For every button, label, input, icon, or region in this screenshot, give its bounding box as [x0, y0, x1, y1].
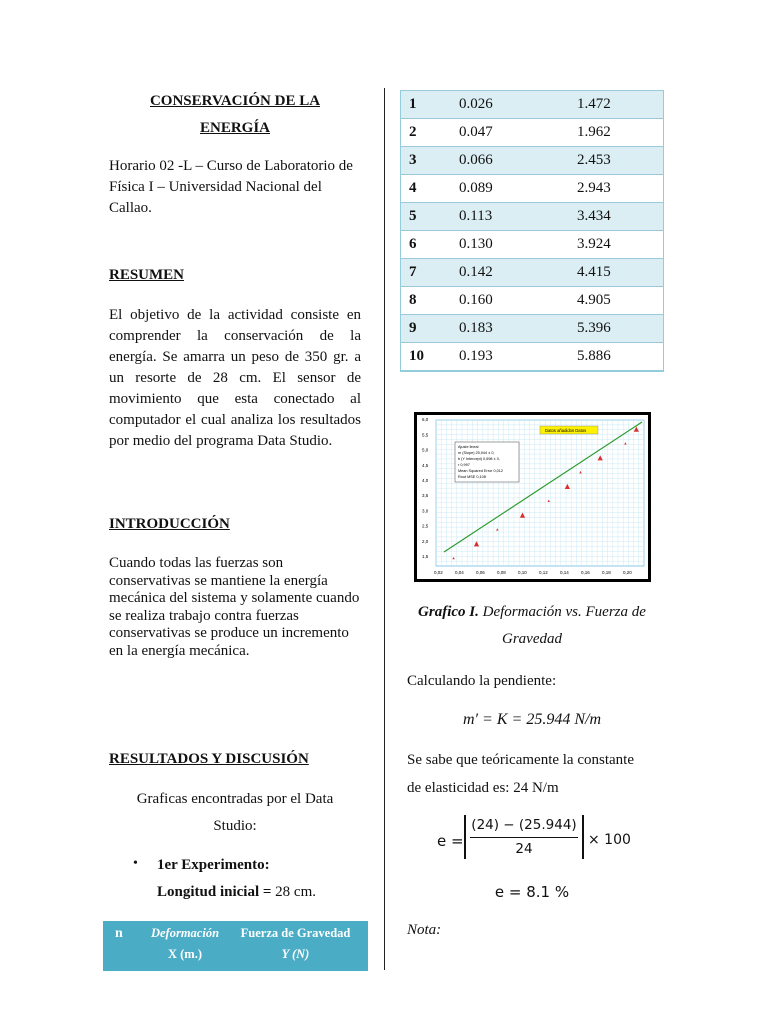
graficas-line2: Studio:: [213, 818, 257, 834]
cell-n: 5: [401, 203, 460, 231]
table-row: [401, 203, 664, 231]
teorico-line2: de elasticidad es: 24 N/m: [407, 780, 559, 796]
cell-x: 0.193: [459, 343, 577, 372]
table-row: [401, 315, 664, 343]
header-n: n: [115, 926, 123, 941]
header-col2-line2: Y (N): [281, 947, 310, 961]
x-tick-label: 0,18: [602, 570, 611, 575]
cell-y: 2.943: [577, 175, 664, 203]
fraction-bar: [470, 837, 578, 838]
pendiente-text: Calculando la pendiente:: [407, 673, 557, 689]
graph-caption-line1: [400, 604, 664, 621]
graph-caption-line2: Gravedad: [502, 631, 562, 647]
cell-y: 3.924: [577, 231, 664, 259]
graficas-line1: Graficas encontradas por el Data: [136, 791, 334, 807]
y-tick-label: 3,5: [422, 493, 429, 499]
header-col1-line2: X (m.): [167, 947, 202, 961]
caption-bold: Grafico I.: [418, 604, 479, 620]
error-label: e =: [437, 832, 464, 850]
x-tick-label: 0,04: [455, 570, 464, 575]
x-tick-label: 0,10: [518, 570, 527, 575]
longitud-line: [157, 884, 316, 901]
cell-x: 0.183: [459, 315, 577, 343]
introduccion-text: Cuando todas las fuerzas son conservativas se mantiene la energía mecánica del sistema y solamente cuando se realiza trabajo contra fuerzas conservativas se produce un incremento en la energía mecánica.: [109, 555, 360, 659]
table-row: [401, 287, 664, 315]
cell-x: 0.142: [459, 259, 577, 287]
data-table: [400, 90, 664, 372]
abs-bar-left: [464, 815, 466, 859]
longitud-value: 28 cm.: [275, 884, 316, 900]
table-row: [401, 175, 664, 203]
cell-x: 0.066: [459, 147, 577, 175]
cell-n: 6: [401, 231, 460, 259]
table-row: [401, 231, 664, 259]
y-tick-label: 4,0: [422, 478, 429, 483]
caption-text: Deformación vs. Fuerza de: [478, 604, 646, 620]
affiliation: Horario 02 -L – Curso de Laboratorio de Física I – Universidad Nacional del Callao.: [109, 158, 353, 216]
slope-equation: m′ = K = 25.944 N/m: [463, 711, 601, 728]
table-row: [401, 147, 664, 175]
table-row: [401, 119, 664, 147]
column-divider: [384, 88, 385, 970]
cell-y: 5.396: [577, 315, 664, 343]
legend-label: Datos añadidos Datos: [545, 428, 587, 433]
x-tick-label: 0,08: [497, 570, 506, 575]
fit-parameter-line: Mean Squared Error 0,012: [458, 469, 503, 473]
fit-parameter-line: r 0,997: [458, 463, 470, 467]
cell-n: 7: [401, 259, 460, 287]
resumen-text: El objetivo de la actividad consiste en comprender la conservación de la energía. Se amarra un peso de 350 gr. a un resorte de 28 cm. El sensor de movimiento que esta conectado al computador el cual analiza los resultados por medio del programa Data Studio.: [109, 307, 361, 449]
y-tick-label: 5,5: [422, 432, 429, 438]
resumen-heading: RESUMEN: [109, 267, 185, 283]
cell-y: 1.962: [577, 119, 664, 147]
y-tick-label: 2,0: [422, 538, 429, 544]
fit-parameter-line: Root MSE 0,108: [458, 475, 486, 479]
introduccion-heading: INTRODUCCIÓN: [109, 516, 230, 532]
x-tick-label: 0,16: [581, 570, 590, 575]
x-tick-label: 0,20: [623, 570, 632, 575]
cell-n: 3: [401, 147, 460, 175]
cell-n: 10: [401, 343, 460, 372]
cell-y: 5.886: [577, 343, 664, 372]
cell-n: 2: [401, 119, 460, 147]
header-col2-line1: Fuerza de Gravedad: [240, 926, 351, 940]
experiment-label: 1er Experimento:: [157, 857, 270, 873]
teorico-line1: Se sabe que teóricamente la constante: [407, 752, 634, 768]
cell-x: 0.089: [459, 175, 577, 203]
fit-parameter-line: b (Y Intercept) 0,698 ± 0,: [458, 457, 500, 461]
cell-x: 0.047: [459, 119, 577, 147]
table-row: [401, 343, 664, 372]
table-header: [103, 921, 368, 971]
paper-title-line1: CONSERVACIÓN DE LA: [149, 93, 321, 109]
cell-n: 9: [401, 315, 460, 343]
nota-label: Nota:: [407, 922, 442, 938]
cell-y: 4.415: [577, 259, 664, 287]
longitud-label: Longitud inicial =: [157, 884, 272, 900]
y-tick-label: 1,5: [422, 554, 429, 559]
x-tick-label: 0,06: [476, 570, 485, 575]
cell-n: 1: [401, 91, 460, 119]
fit-parameter-line: m (Slope) 25,944 ± 0,: [458, 451, 495, 455]
y-tick-label: 5,0: [422, 447, 429, 453]
header-col1-line1: Deformación: [150, 926, 220, 940]
cell-x: 0.130: [459, 231, 577, 259]
table-row: [401, 259, 664, 287]
error-numerator: (24) − (25.944): [471, 817, 577, 833]
error-result: e = 8.1 %: [494, 883, 570, 901]
cell-y: 2.453: [577, 147, 664, 175]
y-tick-label: 4,5: [422, 462, 429, 468]
error-times: × 100: [588, 832, 631, 848]
fit-parameter-line: Ajuste lineal: [458, 445, 479, 449]
table-row: [401, 91, 664, 119]
error-denominator: 24: [515, 841, 533, 857]
cell-x: 0.026: [459, 91, 577, 119]
cell-x: 0.113: [459, 203, 577, 231]
cell-n: 4: [401, 175, 460, 203]
abs-bar-right: [582, 815, 584, 859]
x-tick-label: 0,02: [434, 570, 443, 575]
cell-n: 8: [401, 287, 460, 315]
y-tick-label: 2,5: [422, 523, 429, 529]
cell-x: 0.160: [459, 287, 577, 315]
y-tick-label: 3,0: [422, 508, 429, 514]
resultados-heading: RESULTADOS Y DISCUSIÓN: [109, 751, 309, 767]
x-tick-label: 0,14: [560, 570, 569, 575]
y-tick-label: 6,0: [422, 417, 429, 423]
cell-y: 4.905: [577, 287, 664, 315]
bullet-icon: •: [133, 856, 138, 871]
x-tick-label: 0,12: [539, 570, 548, 575]
force-deformation-graph: [414, 412, 651, 582]
cell-y: 1.472: [577, 91, 664, 119]
paper-title-line2: ENERGÍA: [199, 120, 270, 136]
cell-y: 3.434: [577, 203, 664, 231]
